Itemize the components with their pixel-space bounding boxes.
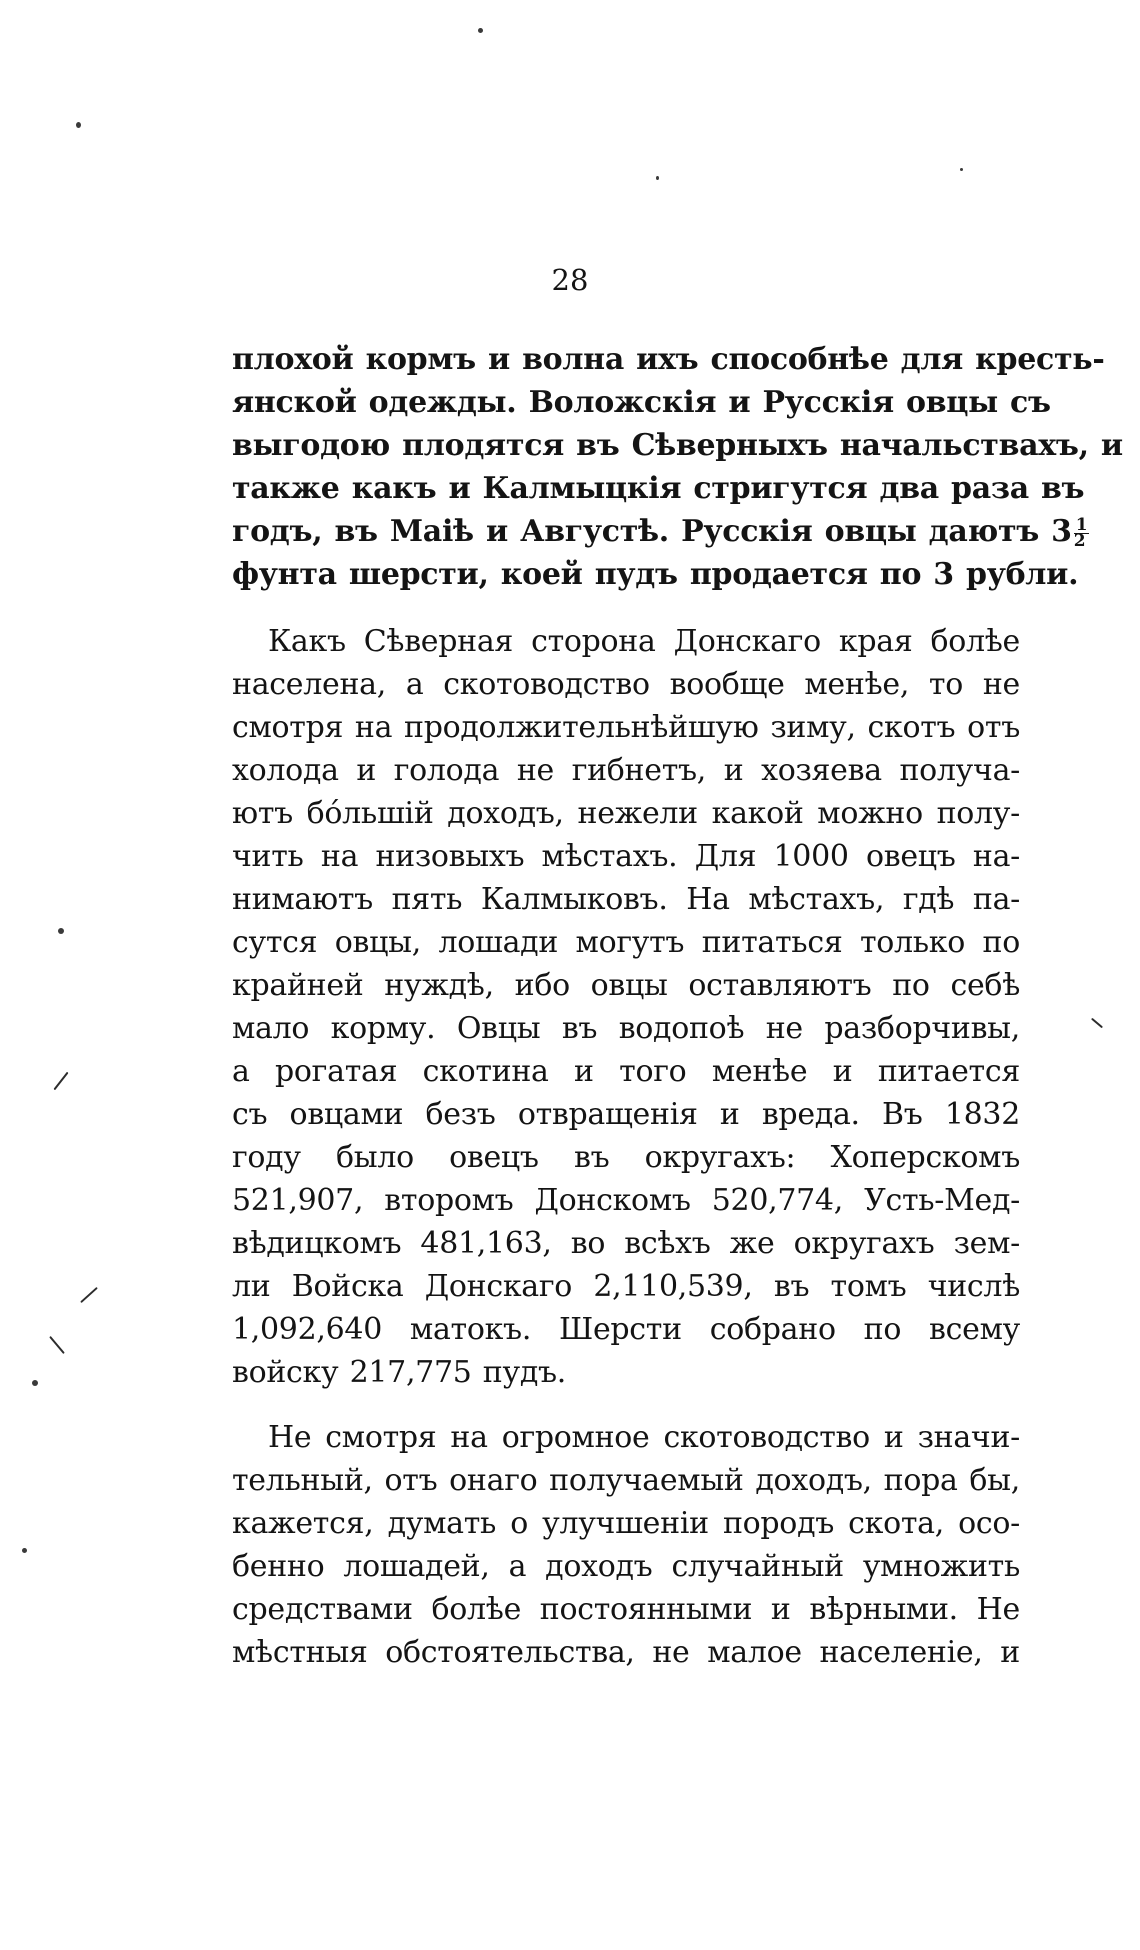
text-line: бенно лошадей, а доходъ случайный умножить — [232, 1549, 1020, 1584]
scan-mark — [53, 1072, 68, 1091]
fraction-numerator: 1 — [1075, 514, 1088, 535]
text-line: плохой кормъ и волна ихъ способнѣе для кресть- — [232, 342, 1105, 377]
text-line: 521,907, второмъ Донскомъ 520,774, Усть-Мед- — [232, 1183, 1020, 1218]
text-line: Какъ Сѣверная сторона Донскаго края болѣе — [268, 624, 1020, 659]
text-line: выгодою плодятся въ Сѣверныхъ начальствахъ, и — [232, 428, 1123, 463]
text-line: мѣстныя обстоятельства, не малое населеніе, и — [232, 1635, 1020, 1670]
text-line: Не смотря на огромное скотоводство и значи- — [268, 1420, 1020, 1455]
text-line: также какъ и Калмыцкія стригутся два раза въ — [232, 471, 1085, 506]
scan-speck — [656, 176, 659, 180]
text-line: средствами болѣе постоянными и вѣрными. Не — [232, 1592, 1020, 1627]
text-line: ютъ бо́льшій доходъ, нежели какой можно полу- — [232, 796, 1020, 831]
text-line: населена, а скотоводство вообще менѣе, то не — [232, 667, 1020, 702]
text-line: холода и голода не гибнетъ, и хозяева получа- — [232, 753, 1020, 788]
text-line: войску 217,775 пудъ. — [232, 1355, 567, 1390]
scan-speck — [58, 928, 64, 934]
scan-speck — [478, 28, 483, 33]
paragraph-1 — [232, 338, 1123, 596]
scan-mark — [1091, 1018, 1103, 1029]
text-line: нимаютъ пять Калмыковъ. На мѣстахъ, гдѣ па- — [232, 882, 1020, 917]
scan-speck — [22, 1548, 27, 1553]
text-line: крайней нуждѣ, ибо овцы оставляютъ по себѣ — [232, 968, 1020, 1003]
fraction-one-half — [1073, 514, 1090, 551]
paragraph-3 — [232, 1416, 1020, 1674]
page-number: 28 — [551, 263, 589, 297]
scan-speck — [76, 122, 81, 128]
text-line-content: годъ, въ Маіѣ и Августѣ. Русскія овцы даютъ 3 — [232, 514, 1072, 549]
text-line: тельный, отъ онаго получаемый доходъ, пора бы, — [232, 1463, 1020, 1498]
text-line: съ овцами безъ отвращенія и вреда. Въ 1832 — [232, 1097, 1020, 1132]
text-line: кажется, думать о улучшеніи породъ скота, осо- — [232, 1506, 1020, 1541]
scan-speck — [32, 1380, 38, 1386]
scan-speck — [960, 168, 963, 171]
scan-mark — [80, 1287, 98, 1303]
text-line: смотря на продолжительнѣйшую зиму, скотъ отъ — [232, 710, 1020, 745]
text-line: чить на низовыхъ мѣстахъ. Для 1000 овецъ на- — [232, 839, 1020, 874]
text-line: вѣдицкомъ 481,163, во всѣхъ же округахъ зем- — [232, 1226, 1020, 1261]
fraction-denominator: 2 — [1073, 530, 1086, 551]
text-line-with-fraction — [232, 510, 1088, 553]
text-line: году было овецъ въ округахъ: Хоперскомъ — [232, 1140, 1020, 1175]
text-line: янской одежды. Воложскія и Русскія овцы съ — [232, 385, 1051, 420]
paragraph-2 — [232, 620, 1020, 1394]
text-line: 1,092,640 матокъ. Шерсти собрано по всему — [232, 1312, 1020, 1347]
text-line: мало корму. Овцы въ водопоѣ не разборчивы, — [232, 1011, 1020, 1046]
text-line: сутся овцы, лошади могутъ питаться только по — [232, 925, 1020, 960]
text-line: ли Войска Донскаго 2,110,539, въ томъ числѣ — [232, 1269, 1020, 1304]
text-line: фунта шерсти, коей пудъ продается по 3 рубли. — [232, 557, 1079, 592]
scan-mark — [49, 1336, 65, 1354]
text-line: а рогатая скотина и того менѣе и питается — [232, 1054, 1020, 1089]
